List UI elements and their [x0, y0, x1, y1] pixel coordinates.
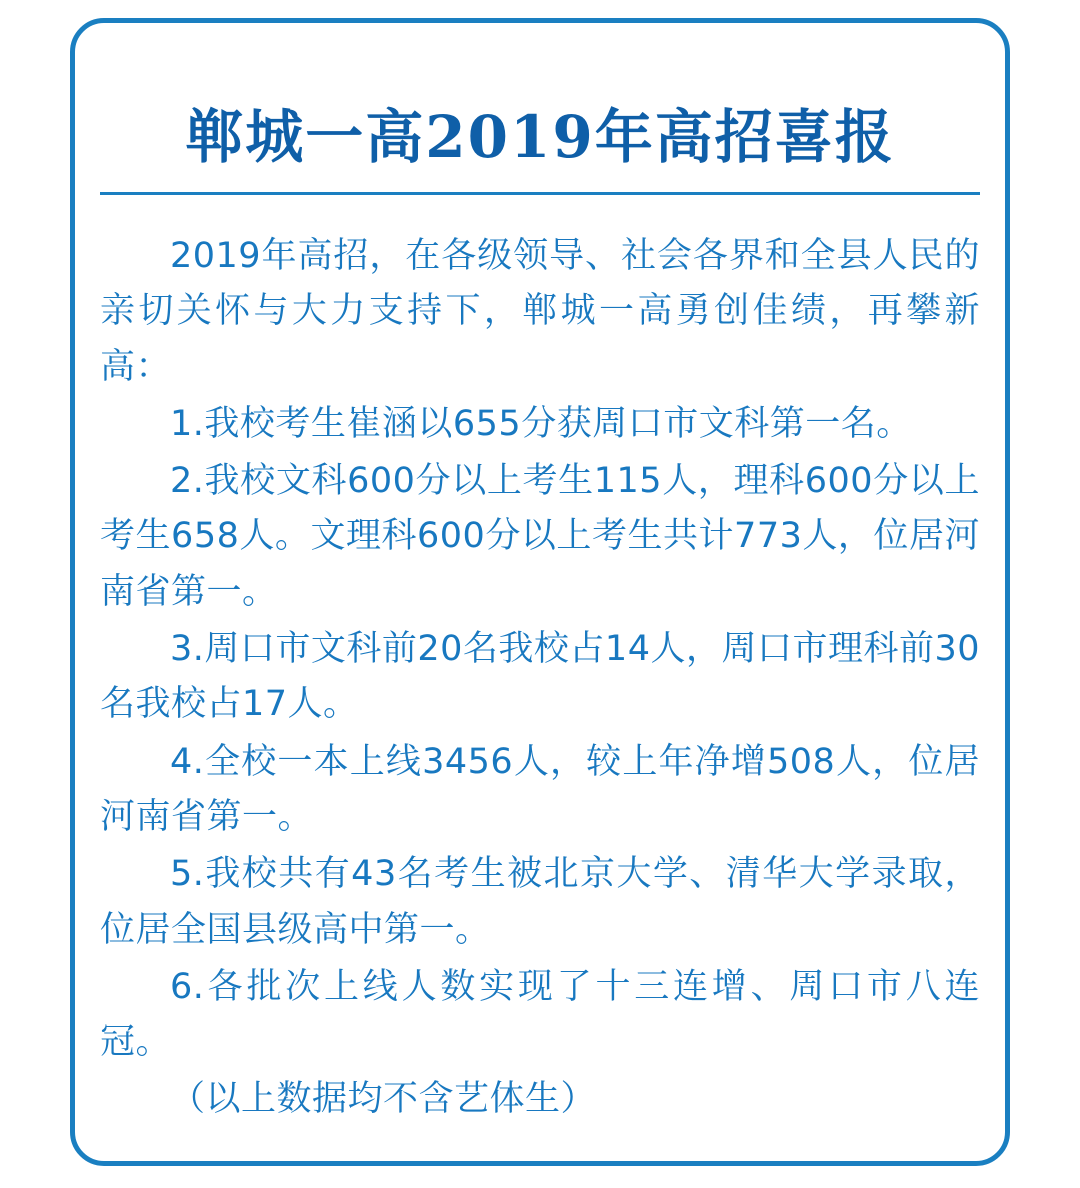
- paragraph-item-1: 1.我校考生崔涵以655分获周口市文科第一名。: [170, 403, 912, 444]
- paragraph-item-3: 3.周口市文科前20名我校占14人，周口市理科前30名我校占17人。: [100, 629, 981, 725]
- paragraph-item-4: 4.全校一本上线3456人，较上年净增508人，位居河南省第一。: [100, 741, 980, 837]
- title-divider: [100, 192, 980, 195]
- paragraph-intro: 2019年高招，在各级领导、社会各界和全县人民的亲切关怀与大力支持下，郸城一高勇创佳绩，再攀新高：: [100, 236, 980, 387]
- paragraph-item-6: 6.各批次上线人数实现了十三连增、周口市八连冠。: [100, 966, 980, 1063]
- paragraph-item-2: 2.我校文科600分以上考生115人，理科600分以上考生658人。文理科600分以上考生共计773人，位居河南省第一。: [100, 461, 980, 612]
- page-title: 郸城一高2019年高招喜报: [185, 103, 895, 171]
- paragraph-footnote: （以上数据均不含艺体生）: [170, 1079, 597, 1120]
- paragraph-item-5: 5.我校共有43名考生被北京大学、清华大学录取，位居全国县级高中第一。: [100, 854, 980, 950]
- announcement-body: [100, 229, 980, 1128]
- poster-content: [100, 50, 980, 1138]
